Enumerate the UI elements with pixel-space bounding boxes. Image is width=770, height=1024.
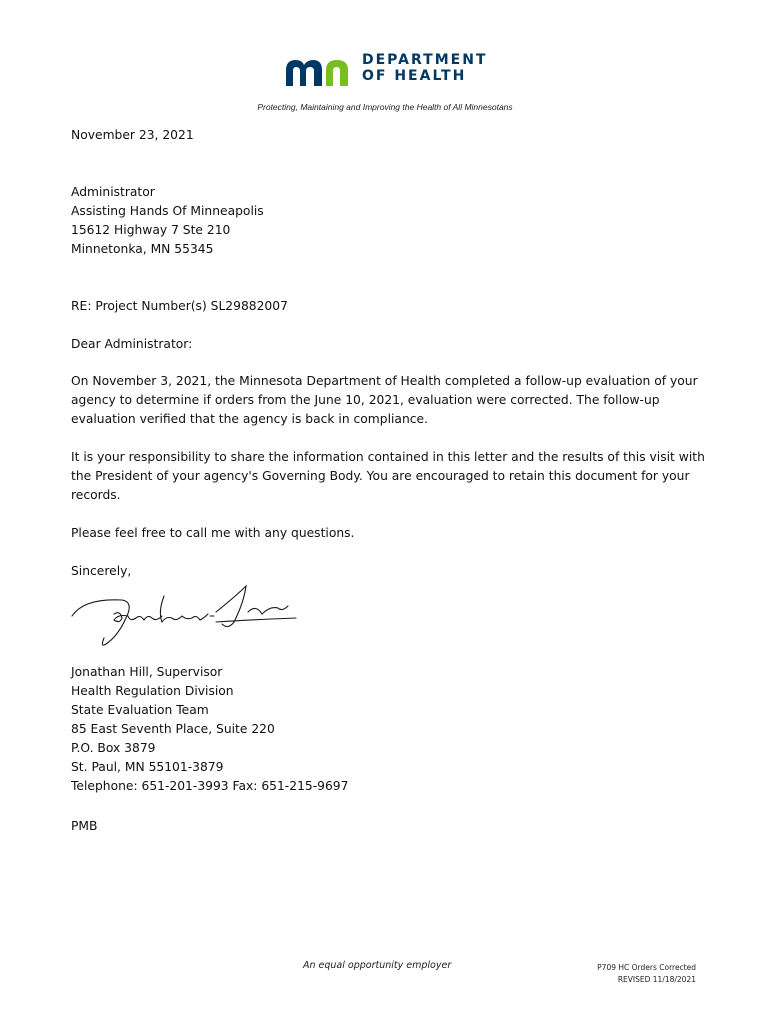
- paragraph-1: On November 3, 2021, the Minnesota Department of Health completed a follow-up evaluation of your agency to determine if orders from the June 10, 2021, evaluation were corrected. The follow-up evaluation verified that the agency is back in compliance.: [71, 374, 698, 426]
- recipient-line: Administrator: [71, 185, 155, 199]
- closing: Sincerely,: [71, 564, 132, 578]
- signer-block: [71, 663, 711, 796]
- signer-line: Health Regulation Division: [71, 684, 234, 698]
- recipient-line: 15612 Highway 7 Ste 210: [71, 223, 231, 237]
- typist-initials: PMB: [71, 819, 98, 833]
- recipient-address: [71, 183, 711, 259]
- signature: [66, 578, 306, 658]
- signer-line: 85 East Seventh Place, Suite 220: [71, 722, 275, 736]
- mn-department-of-health-logo: [284, 52, 524, 88]
- signer-line: St. Paul, MN 55101-3879: [71, 760, 224, 774]
- signer-line: P.O. Box 3879: [71, 741, 156, 755]
- org-line-2: OF HEALTH: [362, 68, 467, 84]
- signer-line: Telephone: 651-201-3993 Fax: 651-215-9697: [71, 779, 349, 793]
- tagline: Protecting, Maintaining and Improving the Health of All Minnesotans: [257, 102, 513, 112]
- signer-line: Jonathan Hill, Supervisor: [71, 665, 223, 679]
- letter-date: November 23, 2021: [71, 128, 194, 142]
- recipient-line: Minnetonka, MN 55345: [71, 242, 214, 256]
- department-of-health-wordmark: [362, 52, 487, 84]
- re-line: RE: Project Number(s) SL29882007: [71, 299, 288, 313]
- org-line-1: DEPARTMENT: [362, 52, 488, 68]
- signer-line: State Evaluation Team: [71, 703, 209, 717]
- paragraph-2: It is your responsibility to share the information contained in this letter and the results of this visit with the President of your agency's Governing Body. You are encouraged to retain this document for your records.: [71, 450, 705, 502]
- handwritten-signature-icon: [66, 578, 306, 653]
- footer-eoe: An equal opportunity employer: [303, 960, 452, 971]
- mn-logo-icon: [284, 56, 354, 86]
- footer-form-id: [597, 962, 696, 986]
- recipient-line: Assisting Hands Of Minneapolis: [71, 204, 264, 218]
- salutation: Dear Administrator:: [71, 337, 193, 351]
- paragraph-3: Please feel free to call me with any questions.: [71, 526, 355, 540]
- revised-date: REVISED 11/18/2021: [617, 975, 696, 984]
- form-id: P709 HC Orders Corrected: [597, 963, 696, 972]
